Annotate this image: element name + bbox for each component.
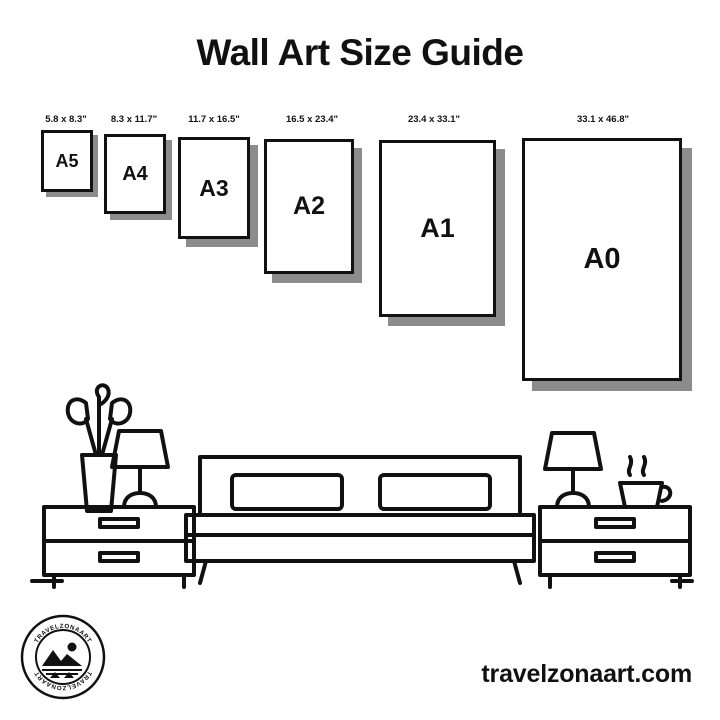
logo-text-bottom: TRAVELZONAART xyxy=(33,669,93,692)
frame-dimension-a1: 23.4 x 33.1" xyxy=(407,114,461,125)
frame-a4 xyxy=(104,134,166,214)
logo-text-top: TRAVELZONAART xyxy=(33,622,93,645)
mountain-badge-icon xyxy=(42,643,82,679)
frame-dimension-a2: 16.5 x 23.4" xyxy=(285,114,339,125)
page-title: Wall Art Size Guide xyxy=(196,32,524,73)
frame-label-a3: A3 xyxy=(199,174,229,201)
logo-inner-ring xyxy=(36,630,90,684)
frame-a1 xyxy=(379,140,496,317)
right-table-lamp-icon xyxy=(545,433,601,507)
right-nightstand-icon xyxy=(540,507,690,587)
frame-label-a5: A5 xyxy=(55,151,79,171)
frame-a2 xyxy=(264,139,354,274)
frame-dimension-a4: 8.3 x 11.7" xyxy=(110,114,158,125)
bed-icon xyxy=(186,457,534,583)
frame-label-a4: A4 xyxy=(122,163,148,185)
frame-size-chart xyxy=(0,110,720,400)
frame-a3 xyxy=(178,137,250,239)
frame-label-a2: A2 xyxy=(293,192,325,220)
coffee-cup-icon xyxy=(620,457,670,507)
left-nightstand-icon xyxy=(44,507,194,587)
frame-dimension-a3: 11.7 x 16.5" xyxy=(188,114,240,125)
frame-a0 xyxy=(522,138,682,381)
frame-label-a0: A0 xyxy=(583,243,621,275)
frame-dimension-a0: 33.1 x 46.8" xyxy=(576,114,630,125)
left-table-lamp-icon xyxy=(112,431,168,507)
brand-logo xyxy=(20,614,106,700)
site-url[interactable]: travelzonaart.com xyxy=(481,660,692,688)
potted-plant-icon xyxy=(68,385,131,511)
frame-dimension-a5: 5.8 x 8.3" xyxy=(45,114,87,125)
frame-label-a1: A1 xyxy=(420,213,455,243)
bedroom-scene xyxy=(0,375,720,605)
frame-a5 xyxy=(41,130,93,192)
